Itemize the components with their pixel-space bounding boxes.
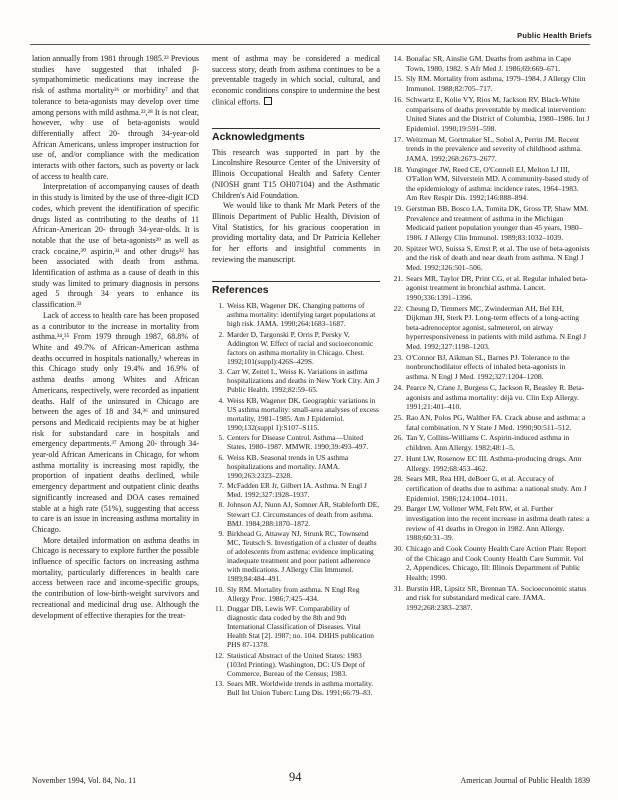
reference-text: Sly RM. Mortality from asthma. N Engl Reg Allergy Proc. 1986;7:425–434. [227,584,360,603]
reference-text: Carr W, Zeitel L, Weiss K. Variations in asthma hospitalizations and deaths in New York City. Am J Public Health. 1992;82:59–65. [227,367,380,395]
reference-text: Marder D, Targonski P, Orris P, Persky V, Addington W. Effect of racial and socioeconomic factors on asthma mortality in Chicago. Chest. 1992;101(suppl):426S–429S. [227,329,374,366]
reference-text: Yunginger JW, Reed CE, O'Connell EJ, Melton LJ III, O'Fallon WM, Silverstein MD. A community-based study of the epidemiology of asthma: incidence rates, 1964–1983. Am Rev Respir Dis. 1992;146:888–894. [406,164,589,203]
reference-item [212,367,380,394]
reference-item [212,679,380,697]
reference-item [212,396,380,432]
reference-item [389,544,590,582]
reference-item [389,95,590,133]
reference-number: 24. [393,382,403,392]
reference-item [212,604,380,649]
reference-number: 18. [393,164,403,174]
reference-number: 6. [218,452,224,462]
end-of-article-mark [264,97,272,105]
reference-number: 27. [393,453,403,463]
column-3 [389,54,590,760]
reference-text: Weitzman M, Gortmaker SL, Sobol A, Perrin JM. Recent trends in the prevalence and severity of childhood asthma. JAMA. 1992;268:2673–2677. [406,134,582,163]
reference-item [389,454,590,473]
reference-number: 22. [393,303,403,313]
reference-text: Weiss KB, Wagener DK. Changing patterns of asthma mortality: identifying target populations at high risk. JAMA. 1990;264:1683–1687. [227,301,376,329]
reference-text: Sears MR, Taylor DR, Print CG, et al. Regular inhaled beta-agonist treatment in bronchial asthma. Lancet. 1990;336:1391–1396. [406,273,588,302]
reference-item [389,353,590,382]
reference-text: Barger LW, Vollmer WM, Felt RW, et al. Further investigation into the recent increase in asthma death rates: a review of 41 deaths in Oregon in 1982. Ann Allergy. 1988;60:31–39. [406,504,590,543]
reference-number: 10. [214,584,224,594]
reference-text: Tan Y, Collins-Williams C. Aspirin-induced asthma in children. Ann Allergy. 1982;48:1–5. [406,433,570,453]
reference-number: 31. [393,583,403,593]
reference-number: 25. [393,412,403,422]
reference-text: Centers for Disease Control. Asthma—United States, 1980–1987. MMWR. 1990;39:493–497. [227,433,369,452]
reference-number: 23. [393,352,403,362]
reference-item [212,651,380,678]
acknowledgments-paragraph: This research was supported in part by the Lincolnshire Resource Center of the University of Illinois Occupational Health and Safety Center (NIOSH grant T15 OH07104) and the Asthmatic Children's Aid Foundation. [212,147,380,200]
reference-text: Schwartz E, Kolie VY, Rios M, Jackson RV. Black-White comparisons of deaths preventable by medical intervention: United States and the District of Columbia, 1980–1986. Int J Epidemiol. 1990;19:591–598. [406,94,590,133]
reference-number: 9. [218,528,224,538]
reference-item [389,204,590,242]
reference-number: 21. [393,273,403,283]
reference-item [389,504,590,542]
reference-number: 30. [393,544,403,554]
reference-text: Sears MR, Rea HH, deBoer G, et al. Accuracy of certification of deaths due to asthma: a national study. Am J Epidemiol. 1986;124:1004–1011. [406,474,587,503]
column-1 [32,54,199,760]
reference-item [212,433,380,451]
reference-text: Duggar DB, Lewis WF. Comparability of diagnostic data coded by the 8th and 9th International Classification of Diseases. Vital Health Stat [2]. 1987; no. 104. DHHS publication PHS 87-1378. [227,604,374,650]
reference-text: Sears MR. Worldwide trends in asthma mortality. Bull Int Union Tuberc Lung Dis. 1991;66:79–83. [227,679,374,698]
body-paragraph: More detailed information on asthma deaths in Chicago is necessary to explore further the possible influence of specific factors on increasing asthma mortality, particularly differences in health care access between race and income-specific groups, the contribution of low-birth-weight survivors and recreational and medicinal drug use. Although the development of effective therapies for the treat- [32,535,199,620]
reference-item [389,584,590,613]
reference-number: 7. [218,481,224,491]
body-paragraph: lation annually from 1981 through 1985.²³ Previous studies have suggested that inhaled β-sympathomimetic medications may increase the risk of asthma mortality²⁶ or morbidity⁷ and that tolerance to beta-agonists may develop over time among persons with mild asthma.²²,²⁸ It is not clear, however, why use of beta-agonists would differentially affect 20- through 34-year-old African Americans, unless improper instruction for use of, and/or compliance with the medication interacts with other factors, such as poverty or lack of access to health care. [32,54,199,181]
body-paragraph-text: ment of asthma may be considered a medical success story, death from asthma continues to be a preventable tragedy in which social, cultural, and economic conditions conspire to undermine the best clinical efforts. [212,54,380,107]
reference-text: O'Connor BJ, Aikman SL, Barnes PJ. Tolerance to the nonbronchodilator effects of inhaled beta-agonists in asthma. N Engl J Med. 1992;327:1204–1208. [406,352,570,382]
reference-item [212,301,380,328]
reference-item [212,330,380,366]
reference-text: Statistical Abstract of the United States: 1983 (103rd Printing). Washington, DC: US Dept of Commerce, Bureau of the Census; 1983. [227,650,366,678]
header-rule [30,44,590,45]
reference-number: 19. [393,204,403,214]
reference-item [389,74,590,93]
reference-number: 15. [393,74,403,84]
reference-text: Bonafac SR, Ainslie GM. Deaths from asthma in Cape Town, 1980, 1982. S Afr Med J. 1986;69:669–671. [406,54,572,73]
reference-item [389,304,590,352]
body-paragraph: Interpretation of accompanying causes of death in this study is limited by the use of three-digit ICD codes, which prevent the identification of specific drugs listed as contributing to the deaths of 11 African-American 20- through 34-year-olds. It is notable that the use of beta-agonists²⁹ as well as crack cocaine,³⁰ aspirin,³¹ and other drugs³² has been associated with death from asthma. Identification of asthma as a cause of death in this study was limited to primary diagnosis in persons aged 5 through 34 years to enhance its classification.³³ [32,182,199,310]
reference-list [389,54,590,612]
reference-item [212,529,380,584]
references-heading: References [212,281,380,296]
reference-text: Johnson AJ, Nunn AJ, Somner AR, Stableforth DE, Stewart CJ. Circumstances of death from asthma. BMJ. 1984;288:1870–1872. [227,500,380,528]
reference-item [212,453,380,480]
reference-number: 26. [393,433,403,443]
reference-number: 28. [393,474,403,484]
reference-text: Cheung D, Timmers MC, Zwinderman AH, Bel EH, Dijkman JH, Sterk PJ. Long-term effects of a long-acting beta-adrenoceptor agonist, salmeterol, on airway hyperresponsiveness in patients with mild asthma. N Engl J Med. 1992;327:1198–1203. [406,303,587,351]
reference-number: 8. [218,500,224,510]
reference-number: 2. [218,329,224,339]
reference-text: Pearce N, Crane J, Burgess C, Jackson R, Beasley R. Beta-agonists and asthma mortality: déjà vu. Clin Exp Allergy. 1991;21:401–410. [406,382,585,412]
reference-item [212,500,380,527]
reference-number: 14. [393,54,403,63]
reference-number: 16. [393,94,403,104]
reference-list [212,301,380,697]
body-paragraph [212,54,380,108]
reference-text: Burstin HR, Lipsitz SR, Brennan TA. Socioeconomic status and risk for substandard medical care. JAMA. 1992;268:2383–2387. [406,583,587,612]
reference-text: Weiss KB. Seasonal trends in US asthma hospitalizations and mortality. JAMA. 1990;263:2323–2328. [227,452,349,480]
reference-number: 3. [218,367,224,377]
body-paragraph: Lack of access to health care has been proposed as a contributor to the increase in mortality from asthma.³⁴,³⁵ From 1979 through 1987, 68.8% of White and 49.7% of African-American asthma deaths occurred in hospitals nationally,³ whereas in this Chicago study only 19.4% and 16.9% of asthma deaths among Whites and African Americans, respectively, were recorded as inpatient deaths. Half of the uninsured in Chicago are between the ages of 18 and 34,³⁶ and uninsured persons and Medicaid recipients may be at higher risk for substandard care in hospitals and emergency departments.³⁷ Among 20- through 34-year-old African Americans in Chicago, for whom asthma mortality is increasing most rapidly, the proportion of inpatient deaths declined, while emergency department and outpatient clinic deaths significantly increased and DOA cases remained stable at a high rate (51%), suggesting that access to care is an issue in increasing asthma mortality in Chicago. [32,310,199,534]
reference-text: Sly RM. Mortality from asthma, 1979–1984. J Allergy Clin Immunol. 1988;82:705–717. [406,74,586,94]
reference-text: Spitzer WO, Suissa S, Ernst P, et al. The use of beta-agonists and the risk of death and near death from asthma. N Engl J Med. 1992;326:501–506. [406,243,590,272]
reference-number: 13. [214,679,224,689]
reference-text: McFadden ER Jr, Gilbert IA. Asthma. N Engl J Med. 1992;327:1928–1937. [227,481,367,500]
column-2 [212,54,380,760]
reference-number: 11. [215,604,224,614]
reference-number: 29. [393,504,403,514]
reference-item [389,474,590,503]
page-number: 94 [289,770,302,784]
reference-number: 1. [218,301,224,311]
reference-item [389,413,590,432]
reference-item [389,433,590,452]
reference-text: Birkhead G, Attaway NJ, Strunk RC, Townsend MC, Teutsch S. Investigation of a cluster of deaths of adolescents from asthma: evidence implicating inadequate treatment and poor patient adherence with medications. J Allergy Clin Immunol. 1989;84:484–491. [227,528,377,584]
reference-number: 5. [218,433,224,443]
reference-item [389,54,590,73]
acknowledgments-paragraph: We would like to thank Mr Mark Peters of the Illinois Department of Public Health, Division of Vital Statistics, for his gracious cooperation in providing mortality data, and Dr Patricia Kelleher for her efforts and insightful comments in reviewing the manuscript. [212,201,380,264]
acknowledgments-heading: Acknowledgments [212,128,380,143]
reference-item [389,244,590,273]
reference-text: Chicago and Cook County Health Care Action Plan: Report of the Chicago and Cook County Health Care Summit. Vol 2, Appendices. Chicago, Ill: Illinois Department of Public Health; 1990. [406,544,587,582]
reference-item [389,135,590,164]
reference-text: Hunt LW, Rosenow EC III. Asthma-producing drugs. Ann Allergy. 1992;68:453–462. [406,453,582,473]
reference-item [212,481,380,499]
footer-issue: November 1994, Vol. 84, No. 11 [32,776,137,785]
reference-item [212,585,380,603]
reference-number: 12. [214,650,224,660]
reference-text: Weiss KB, Wagener DK. Geographic variations in US asthma mortality: small-area analyses of excess mortality, 1981–1985. Am J Epidemiol. 1990;132(suppl 1):S107–S115. [227,395,379,432]
running-header: Public Health Briefs [517,31,592,40]
footer-journal: American Journal of Public Health 1839 [460,776,590,785]
reference-item [389,165,590,203]
reference-item [389,274,590,303]
reference-number: 4. [218,395,224,405]
reference-item [389,383,590,412]
reference-text: Rao AN, Polos PG, Walther FA. Crack abuse and asthma: a fatal combination. N Y State J Med. 1990;90:511–512. [406,412,586,432]
reference-text: Gerstman BB, Bosco LA, Tomita DK, Gross TP, Shaw MM. Prevalence and treatment of asthma in the Michigan Medicaid patient population younger than 45 years, 1980–1986. J Allergy Clin Immunol. 1989;83:1032–1039. [406,204,589,242]
reference-number: 17. [393,134,403,144]
reference-number: 20. [393,243,403,253]
